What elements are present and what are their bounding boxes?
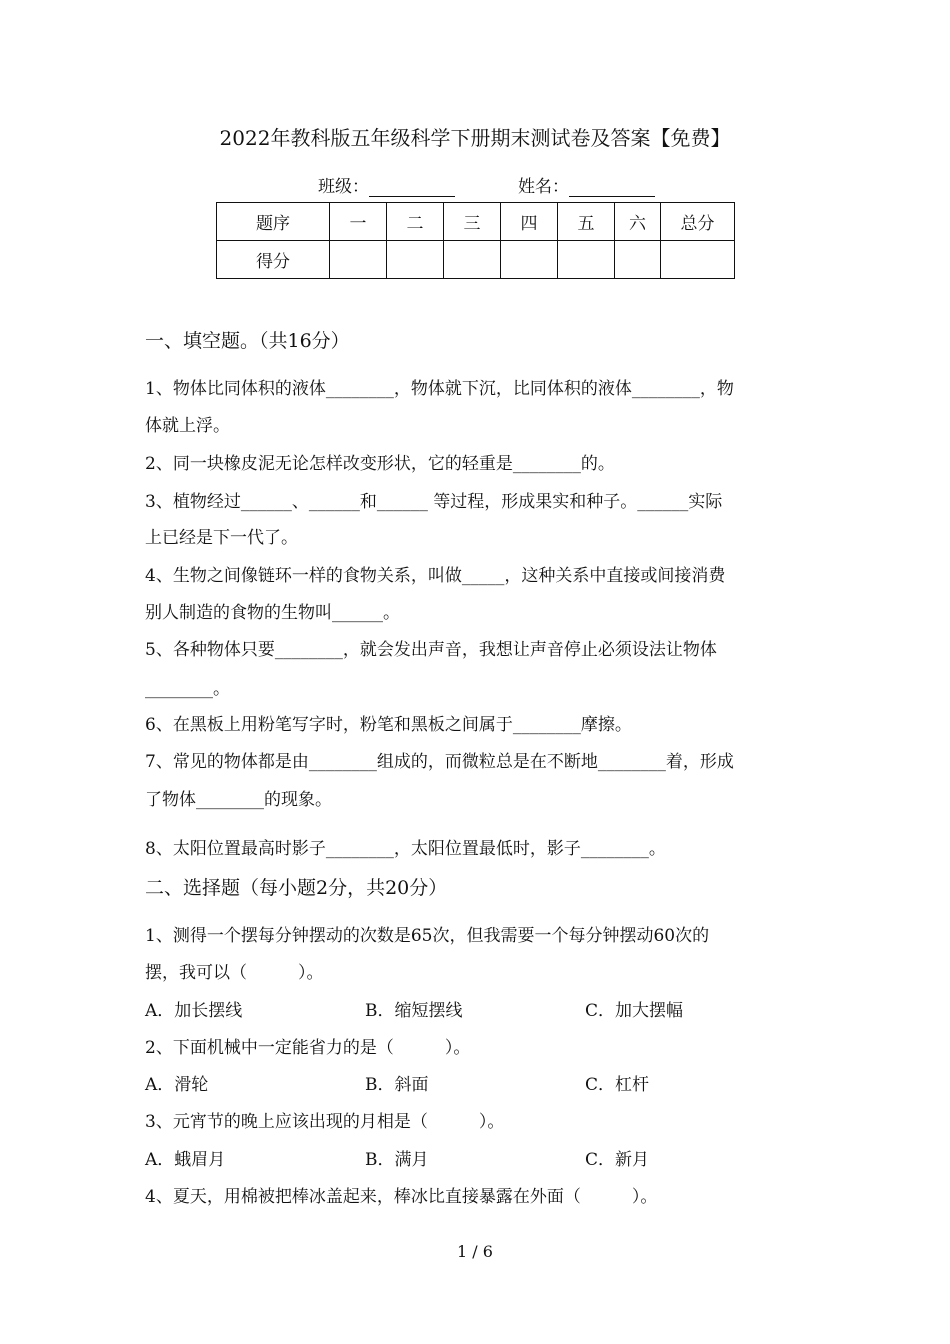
score-cell	[330, 241, 387, 279]
question-line: 1、物体比同体积的液体________，物体就下沉，比同体积的液体________，物	[145, 379, 734, 399]
table-cell: 题序	[217, 203, 330, 241]
score-cell	[444, 241, 501, 279]
section-2-heading: 二、选择题（每小题2分，共20分）	[145, 877, 448, 899]
question-stem: 3、元宵节的晚上应该出现的月相是（ ）。	[145, 1112, 505, 1132]
table-cell: 三	[444, 203, 501, 241]
class-label: 班级：	[318, 177, 369, 197]
question-stem: 摆，我可以（ ）。	[145, 963, 324, 983]
page-title: 2022年教科版五年级科学下册期末测试卷及答案【免费】	[219, 126, 731, 150]
question-line: 8、太阳位置最高时影子________，太阳位置最低时，影子________。	[145, 839, 666, 859]
question-stem: 4、夏天，用棉被把棒冰盖起来，棒冰比直接暴露在外面（ ）。	[145, 1187, 658, 1207]
table-cell: 二	[387, 203, 444, 241]
question-line: 了物体________的现象。	[145, 790, 332, 810]
question-line: 7、常见的物体都是由________组成的，而微粒总是在不断地________着，形成	[145, 752, 734, 772]
question-stem: 2、下面机械中一定能省力的是（ ）。	[145, 1038, 471, 1058]
question-line: ________。	[145, 679, 230, 699]
question-stem: 1、测得一个摆每分钟摆动的次数是65次，但我需要一个每分钟摆动60次的	[145, 926, 710, 946]
question-line: 2、同一块橡皮泥无论怎样改变形状，它的轻重是________的。	[145, 454, 615, 474]
score-table	[216, 202, 735, 279]
question-line: 体就上浮。	[145, 416, 230, 436]
option-a: A．加长摆线	[145, 1001, 243, 1021]
table-cell: 一	[330, 203, 387, 241]
option-c: C．新月	[585, 1150, 650, 1170]
name-label: 姓名：	[518, 177, 569, 197]
score-cell	[558, 241, 615, 279]
question-line: 3、植物经过______、______和______ 等过程，形成果实和种子。______实际	[145, 492, 723, 512]
table-cell: 总分	[661, 203, 735, 241]
question-line: 5、各种物体只要________，就会发出声音，我想让声音停止必须设法让物体	[145, 640, 717, 660]
question-line: 别人制造的食物的生物叫______。	[145, 603, 400, 623]
class-field	[318, 172, 455, 197]
class-blank	[369, 178, 455, 197]
table-cell: 得分	[217, 241, 330, 279]
option-b: B．满月	[365, 1150, 429, 1170]
score-cell	[501, 241, 558, 279]
question-line: 上已经是下一代了。	[145, 528, 298, 548]
name-blank	[569, 178, 655, 197]
option-b: B．斜面	[365, 1075, 429, 1095]
option-a: A．蛾眉月	[145, 1150, 226, 1170]
table-cell: 四	[501, 203, 558, 241]
question-line: 4、生物之间像链环一样的食物关系，叫做_____，这种关系中直接或间接消费	[145, 566, 726, 586]
question-line: 6、在黑板上用粉笔写字时，粉笔和黑板之间属于________摩擦。	[145, 715, 632, 735]
option-c: C．加大摆幅	[585, 1001, 684, 1021]
score-cell	[387, 241, 444, 279]
score-cell	[615, 241, 661, 279]
section-1-heading: 一、填空题。（共16分）	[145, 330, 350, 352]
option-b: B．缩短摆线	[365, 1001, 463, 1021]
score-table-header-row	[217, 203, 735, 241]
page-number: 1 / 6	[457, 1242, 493, 1261]
name-field	[518, 172, 655, 197]
score-table-score-row	[217, 241, 735, 279]
option-a: A．滑轮	[145, 1075, 209, 1095]
score-cell	[661, 241, 735, 279]
option-c: C．杠杆	[585, 1075, 650, 1095]
table-cell: 六	[615, 203, 661, 241]
table-cell: 五	[558, 203, 615, 241]
